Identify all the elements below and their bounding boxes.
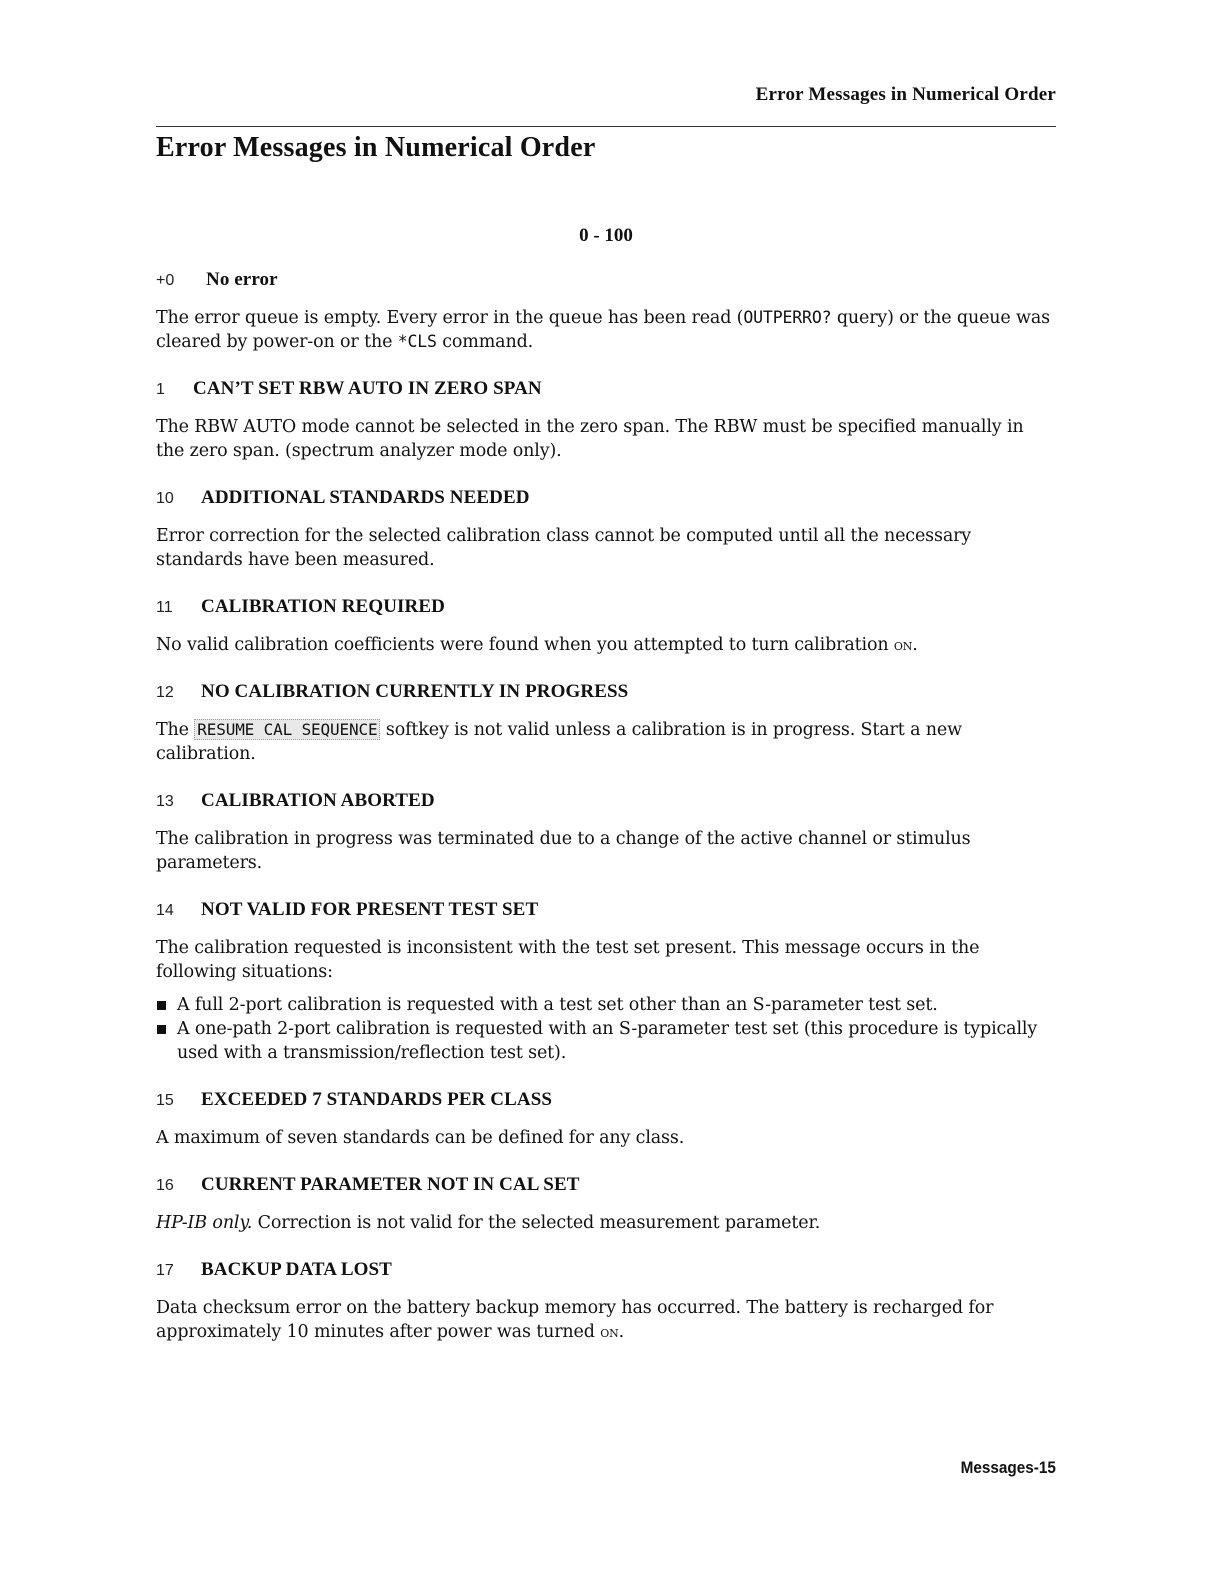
error-description	[156, 306, 1056, 354]
range-heading: 0 - 100	[579, 225, 633, 246]
text-run: query) or the queue was cleared by power-on or the	[156, 308, 1050, 352]
error-heading	[156, 1171, 1056, 1199]
list-item	[156, 993, 1056, 1017]
error-heading	[156, 1256, 1056, 1284]
error-description	[156, 718, 1056, 766]
softkey-label: RESUME CAL SEQUENCE	[194, 719, 380, 740]
error-description	[156, 1211, 1056, 1235]
error-title: EXCEEDED 7 STANDARDS PER CLASS	[201, 1089, 553, 1110]
qualifier-text: HP-IB only.	[156, 1213, 253, 1233]
running-header: Error Messages in Numerical Order	[755, 84, 1056, 105]
error-description: A maximum of seven standards can be defined for any class.	[156, 1128, 685, 1148]
error-list	[156, 222, 1056, 1365]
error-heading	[156, 896, 1056, 924]
error-number: 10	[156, 490, 174, 507]
text-run: softkey is not valid unless a calibration is in progress. Start a new calibration.	[156, 720, 962, 764]
error-number: 1	[156, 381, 165, 398]
error-heading	[156, 678, 1056, 706]
error-title: ADDITIONAL STANDARDS NEEDED	[201, 487, 530, 508]
error-number: 13	[156, 793, 174, 810]
error-number: 14	[156, 902, 174, 919]
error-title: NOT VALID FOR PRESENT TEST SET	[201, 899, 539, 920]
error-title: No error	[206, 269, 278, 290]
text-run: Data checksum error on the battery backup memory has occurred. The battery is recharged for approximately 10 minutes after power was turned	[156, 1298, 994, 1342]
error-heading	[156, 375, 1056, 403]
error-number: 12	[156, 684, 174, 701]
error-number: 15	[156, 1092, 174, 1109]
error-description	[156, 1296, 1056, 1344]
error-heading	[156, 484, 1056, 512]
list-item-text: A full 2-port calibration is requested with a test set other than an S-parameter test set.	[177, 995, 938, 1015]
bullet-icon	[157, 1025, 166, 1034]
error-number: 11	[156, 599, 173, 616]
text-run: command.	[436, 332, 534, 352]
error-title: CURRENT PARAMETER NOT IN CAL SET	[201, 1174, 580, 1195]
error-heading	[156, 1086, 1056, 1114]
error-description: The calibration requested is inconsistent with the test set present. This message occurs in the following situations:	[156, 938, 980, 982]
error-title: CALIBRATION REQUIRED	[201, 596, 445, 617]
text-run: No valid calibration coefficients were found when you attempted to turn calibration	[156, 635, 894, 655]
text-run: The	[156, 720, 195, 740]
error-title: NO CALIBRATION CURRENTLY IN PROGRESS	[201, 681, 629, 702]
error-description	[156, 633, 1056, 657]
error-title: CAN’T SET RBW AUTO IN ZERO SPAN	[193, 378, 542, 399]
command-code: OUTPERRO?	[743, 308, 832, 327]
error-number: 17	[156, 1262, 174, 1279]
bullet-list	[156, 993, 1056, 1065]
error-title: CALIBRATION ABORTED	[201, 790, 435, 811]
list-item-text: A one-path 2-port calibration is requested with an S-parameter test set (this procedure is typically used with a transmission/reflection test set).	[177, 1019, 1038, 1063]
list-item	[156, 1017, 1056, 1065]
text-run: .	[912, 635, 918, 655]
page-title: Error Messages in Numerical Order	[156, 132, 596, 163]
error-description: Error correction for the selected calibration class cannot be computed until all the necessary standards have been measured.	[156, 526, 972, 570]
header-rule	[156, 126, 1056, 127]
text-run: The error queue is empty. Every error in the queue has been read (	[156, 308, 744, 328]
page-number: Messages-15	[960, 1458, 1056, 1477]
key-label: on	[600, 1322, 619, 1341]
key-label: on	[893, 635, 913, 654]
error-number: +0	[156, 272, 175, 289]
error-heading	[156, 787, 1056, 815]
error-heading	[156, 593, 1056, 621]
error-title: BACKUP DATA LOST	[201, 1259, 392, 1280]
error-heading	[156, 266, 1056, 294]
bullet-icon	[157, 1001, 166, 1010]
command-code: *CLS	[397, 332, 437, 351]
error-description: The calibration in progress was terminated due to a change of the active channel or stimulus parameters.	[156, 829, 971, 873]
text-run: Correction is not valid for the selected measurement parameter.	[252, 1213, 821, 1233]
error-description: The RBW AUTO mode cannot be selected in the zero span. The RBW must be specified manually in the zero span. (spectrum analyzer mode only).	[156, 417, 1024, 461]
error-number: 16	[156, 1177, 174, 1194]
text-run: .	[618, 1322, 624, 1342]
